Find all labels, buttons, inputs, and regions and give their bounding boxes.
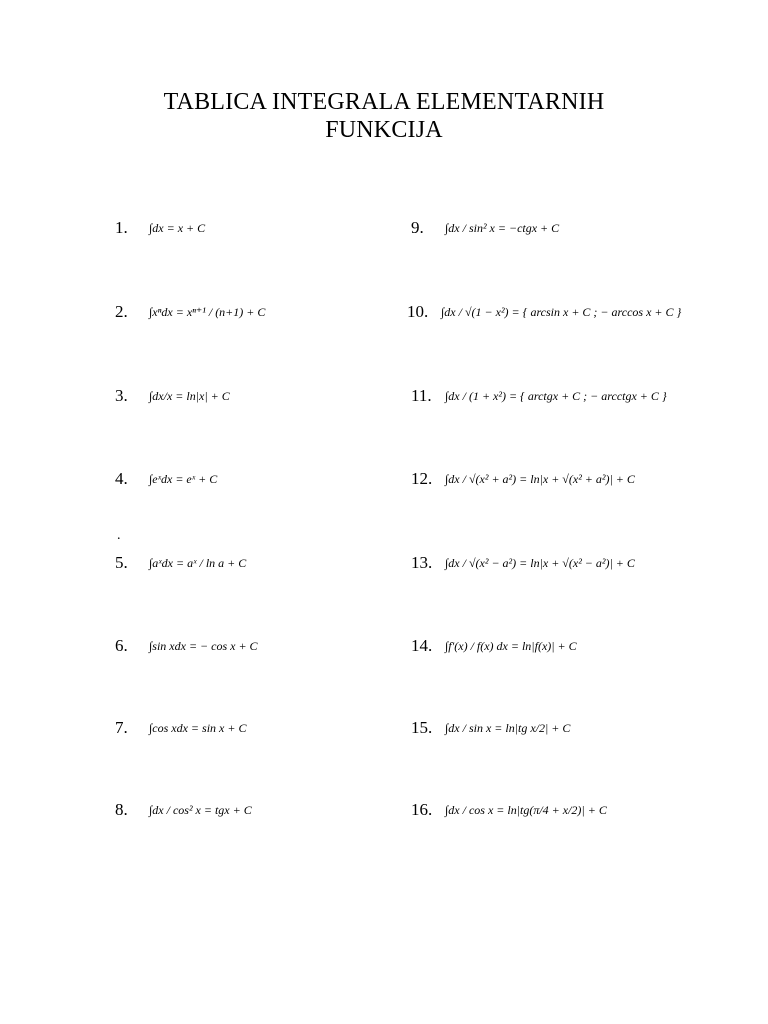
formula: ∫dx / √(x² + a²) = ln|x + √(x² + a²)| + C	[445, 471, 635, 486]
entry-number: 2.	[115, 302, 128, 321]
formula: ∫sin xdx = − cos x + C	[149, 638, 258, 653]
integral-entry-15	[411, 703, 570, 753]
entry-number: 1.	[115, 218, 128, 237]
entry-number: 12.	[411, 469, 433, 488]
formula: ∫dx / √(x² − a²) = ln|x + √(x² − a²)| + C	[445, 555, 635, 570]
entry-number: 5.	[115, 553, 128, 572]
integral-entry-14	[411, 621, 577, 671]
formula: ∫dx / sin x = ln|tg x/2| + C	[445, 720, 571, 735]
integral-entry-1	[115, 203, 205, 253]
integral-entry-5	[115, 538, 246, 588]
integral-entry-16	[411, 785, 607, 835]
entry-number: 8.	[115, 800, 128, 819]
formula: ∫dx/x = ln|x| + C	[149, 388, 230, 403]
page-title	[0, 88, 768, 144]
formula: ∫aˣdx = aˣ / ln a + C	[149, 555, 247, 570]
entry-number: 11.	[411, 386, 432, 405]
integral-entry-7	[115, 703, 246, 753]
integral-entry-11	[411, 371, 667, 421]
formula: ∫f′(x) / f(x) dx = ln|f(x)| + C	[445, 638, 577, 653]
formula: ∫dx / cos² x = tgx + C	[149, 802, 252, 817]
formula: ∫dx / √(1 − x²) = { arcsin x + C ; − arccos x + C }	[441, 304, 682, 319]
title-line-1: TABLICA INTEGRALA ELEMENTARNIH	[163, 89, 605, 115]
formula: ∫dx / cos x = ln|tg(π/4 + x/2)| + C	[445, 802, 607, 817]
entry-number: 10.	[407, 302, 429, 321]
formula: ∫dx / (1 + x²) = { arctgx + C ; − arcctgx + C }	[445, 388, 667, 403]
entry-number: 6.	[115, 636, 128, 655]
integral-entry-8	[115, 785, 252, 835]
entry-number: 3.	[115, 386, 128, 405]
integral-entry-3	[115, 371, 230, 421]
integral-entry-13	[411, 538, 635, 588]
entry-number: 16.	[411, 800, 433, 819]
entry-number: 15.	[411, 718, 433, 737]
entry-number: 9.	[411, 218, 424, 237]
entry-number: 7.	[115, 718, 128, 737]
integral-entry-12	[411, 454, 635, 504]
entry-number: 14.	[411, 636, 433, 655]
entry-number: 13.	[411, 553, 433, 572]
formula: ∫xⁿdx = xⁿ⁺¹ / (n+1) + C	[149, 304, 266, 319]
formula: ∫cos xdx = sin x + C	[149, 720, 247, 735]
integral-entry-9	[411, 203, 559, 253]
entry-number: 4.	[115, 469, 128, 488]
formula: ∫dx / sin² x = −ctgx + C	[445, 220, 560, 235]
integral-entry-2	[115, 287, 265, 337]
integral-entry-6	[115, 621, 258, 671]
stray-dot: .	[117, 528, 121, 543]
formula: ∫eˣdx = eˣ + C	[149, 471, 218, 486]
integral-entry-4	[115, 454, 217, 504]
title-line-2: FUNKCIJA	[325, 117, 443, 143]
integral-entry-10	[407, 287, 681, 337]
formula: ∫dx = x + C	[149, 220, 206, 235]
